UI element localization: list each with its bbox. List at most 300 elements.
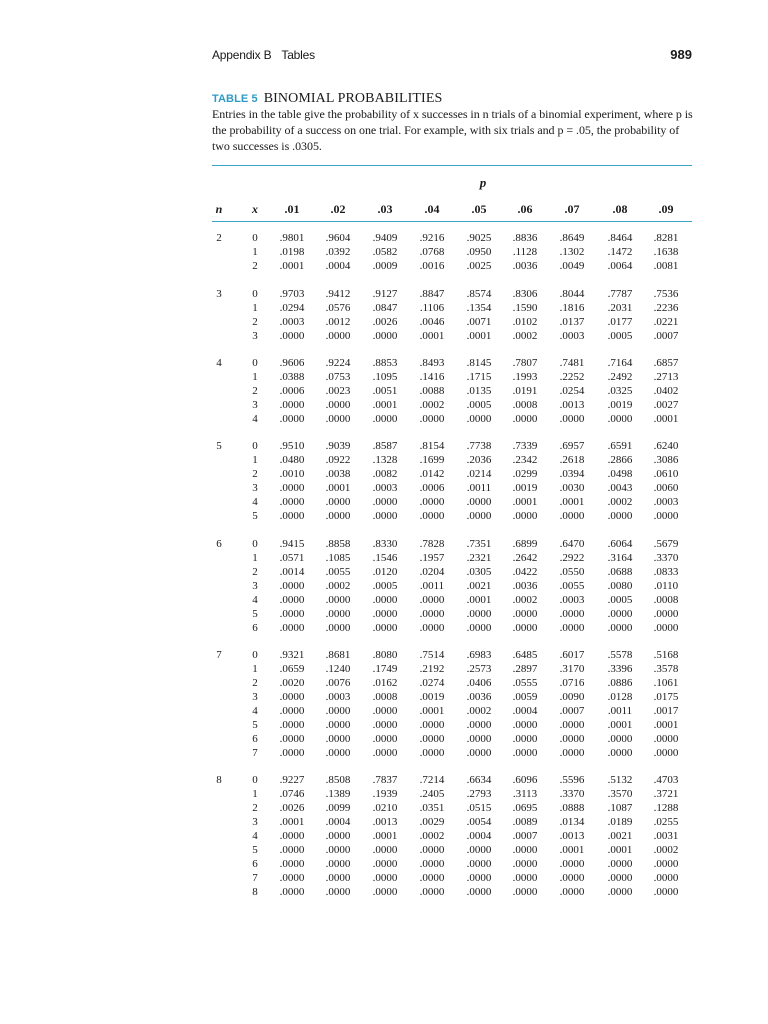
probability-cell: .8493	[419, 357, 445, 369]
probability-cell: .8306	[512, 288, 538, 300]
probability-cell: .0031	[653, 830, 679, 842]
probability-cell: .0002	[325, 580, 351, 592]
probability-cell: .0000	[279, 691, 305, 703]
probability-cell: .0659	[279, 663, 305, 675]
probability-cell: .8044	[559, 288, 585, 300]
probability-column	[365, 231, 405, 273]
x-value: 5	[252, 510, 258, 522]
probability-cell: .1128	[512, 246, 538, 258]
probability-cell: .0254	[559, 385, 585, 397]
probability-column	[318, 439, 358, 523]
probability-cell: .0000	[559, 733, 585, 745]
probability-cell: .0000	[559, 719, 585, 731]
probability-column	[646, 537, 686, 635]
x-value: 0	[252, 232, 258, 244]
probability-cell: .0000	[279, 830, 305, 842]
probability-cell: .0000	[512, 886, 538, 898]
probability-cell: .0000	[512, 858, 538, 870]
probability-cell: .0007	[653, 330, 679, 342]
probability-cell: .0000	[372, 594, 398, 606]
probability-cell: .0036	[466, 691, 492, 703]
probability-cell: .3113	[512, 788, 538, 800]
x-value: 5	[252, 844, 258, 856]
probability-cell: .0004	[325, 816, 351, 828]
probability-cell: .0768	[419, 246, 445, 258]
probability-column	[600, 773, 640, 899]
probability-cell: .0000	[325, 413, 351, 425]
probability-cell: .0030	[559, 482, 585, 494]
probability-cell: .0089	[512, 816, 538, 828]
probability-cell: .0001	[279, 260, 305, 272]
probability-cell: .1590	[512, 302, 538, 314]
p-column-header: .03	[377, 202, 393, 216]
probability-cell: .0011	[607, 705, 633, 717]
probability-cell: .0000	[653, 608, 679, 620]
probability-cell: .0000	[559, 622, 585, 634]
probability-cell: .0922	[325, 454, 351, 466]
probability-cell: .0021	[607, 830, 633, 842]
probability-cell: .6485	[512, 649, 538, 661]
probability-cell: .0019	[419, 691, 445, 703]
probability-cell: .0000	[372, 719, 398, 731]
probability-cell: .0006	[279, 385, 305, 397]
probability-cell: .0021	[466, 580, 492, 592]
probability-column	[272, 356, 312, 426]
probability-cell: .0000	[372, 413, 398, 425]
probability-cell: .8154	[419, 440, 445, 452]
x-value: 3	[252, 691, 258, 703]
probability-cell: .0000	[372, 510, 398, 522]
probability-cell: .0000	[559, 858, 585, 870]
probability-cell: .0000	[466, 858, 492, 870]
x-value: 1	[252, 371, 258, 383]
probability-cell: .0076	[325, 677, 351, 689]
probability-cell: .0001	[653, 719, 679, 731]
probability-cell: .0000	[279, 496, 305, 508]
probability-column	[318, 356, 358, 426]
probability-cell: .0000	[419, 496, 445, 508]
probability-column	[552, 356, 592, 426]
probability-cell: .8858	[325, 538, 351, 550]
probability-cell: .0059	[512, 691, 538, 703]
probability-column	[552, 773, 592, 899]
probability-cell: .0000	[279, 844, 305, 856]
probability-cell: .0000	[279, 733, 305, 745]
x-value: 2	[252, 468, 258, 480]
appendix-label: Appendix B	[212, 48, 272, 62]
probability-cell: .2866	[607, 454, 633, 466]
probability-cell: .2618	[559, 454, 585, 466]
probability-cell: .0274	[419, 677, 445, 689]
probability-cell: .0000	[512, 413, 538, 425]
p-column-header: .02	[330, 202, 346, 216]
probability-column	[318, 537, 358, 635]
probability-column	[318, 231, 358, 273]
probability-column	[505, 648, 545, 760]
x-value: 2	[252, 802, 258, 814]
x-values	[248, 773, 262, 899]
n-value: 3	[216, 288, 222, 300]
probability-cell: .6899	[512, 538, 538, 550]
probability-column	[365, 773, 405, 899]
probability-cell: .0000	[419, 872, 445, 884]
probability-cell: .0000	[653, 886, 679, 898]
probability-cell: .6957	[559, 440, 585, 452]
probability-cell: .2492	[607, 371, 633, 383]
probability-cell: .6096	[512, 774, 538, 786]
probability-cell: .0001	[559, 496, 585, 508]
probability-cell: .0013	[559, 399, 585, 411]
probability-cell: .0000	[419, 413, 445, 425]
probability-cell: .0204	[419, 566, 445, 578]
probability-cell: .0000	[279, 413, 305, 425]
probability-cell: .1546	[372, 552, 398, 564]
probability-cell: .0950	[466, 246, 492, 258]
table-heading	[212, 91, 442, 107]
probability-cell: .0137	[559, 316, 585, 328]
probability-cell: .0013	[372, 816, 398, 828]
probability-cell: .0000	[419, 594, 445, 606]
probability-cell: .0036	[512, 260, 538, 272]
probability-cell: .0000	[279, 482, 305, 494]
probability-cell: .0000	[372, 858, 398, 870]
probability-cell: .9703	[279, 288, 305, 300]
probability-cell: .0299	[512, 468, 538, 480]
probability-cell: .0005	[607, 330, 633, 342]
probability-cell: .0135	[466, 385, 492, 397]
probability-column	[365, 287, 405, 343]
probability-cell: .9409	[372, 232, 398, 244]
probability-cell: .7351	[466, 538, 492, 550]
x-value: 1	[252, 246, 258, 258]
probability-cell: .1085	[325, 552, 351, 564]
n-value: 2	[216, 232, 222, 244]
x-value: 0	[252, 288, 258, 300]
probability-cell: .3570	[607, 788, 633, 800]
probability-column	[459, 439, 499, 523]
probability-cell: .0000	[279, 872, 305, 884]
probability-cell: .8281	[653, 232, 679, 244]
probability-cell: .0571	[279, 552, 305, 564]
probability-cell: .0886	[607, 677, 633, 689]
probability-column	[272, 537, 312, 635]
probability-cell: .0610	[653, 468, 679, 480]
probability-cell: .0000	[279, 399, 305, 411]
probability-cell: .0000	[607, 608, 633, 620]
probability-cell: .1749	[372, 663, 398, 675]
probability-cell: .0000	[653, 858, 679, 870]
probability-cell: .2642	[512, 552, 538, 564]
probability-cell: .3086	[653, 454, 679, 466]
x-value: 7	[252, 747, 258, 759]
probability-column	[552, 648, 592, 760]
probability-cell: .0221	[653, 316, 679, 328]
probability-cell: .0688	[607, 566, 633, 578]
probability-cell: .0081	[653, 260, 679, 272]
probability-cell: .7787	[607, 288, 633, 300]
probability-cell: .8464	[607, 232, 633, 244]
x-value: 3	[252, 482, 258, 494]
probability-cell: .0189	[607, 816, 633, 828]
probability-cell: .0001	[279, 816, 305, 828]
probability-cell: .1095	[372, 371, 398, 383]
probability-cell: .8587	[372, 440, 398, 452]
probability-column	[505, 773, 545, 899]
probability-column	[459, 537, 499, 635]
probability-cell: .0002	[512, 330, 538, 342]
probability-cell: .6857	[653, 357, 679, 369]
x-value: 3	[252, 399, 258, 411]
probability-cell: .0000	[653, 622, 679, 634]
probability-cell: .0002	[653, 844, 679, 856]
x-values	[248, 537, 262, 635]
table-title: BINOMIAL PROBABILITIES	[263, 91, 443, 106]
probability-cell: .0099	[325, 802, 351, 814]
probability-cell: .8681	[325, 649, 351, 661]
x-value: 2	[252, 677, 258, 689]
probability-cell: .0847	[372, 302, 398, 314]
probability-cell: .0000	[419, 622, 445, 634]
probability-cell: .0005	[607, 594, 633, 606]
probability-cell: .0351	[419, 802, 445, 814]
p-column-header: .08	[612, 202, 628, 216]
x-value: 4	[252, 705, 258, 717]
probability-cell: .0001	[653, 413, 679, 425]
probability-cell: .0051	[372, 385, 398, 397]
probability-column	[505, 231, 545, 273]
probability-cell: .6064	[607, 538, 633, 550]
probability-cell: .0001	[559, 844, 585, 856]
probability-cell: .0000	[279, 705, 305, 717]
probability-cell: .0000	[279, 622, 305, 634]
probability-cell: .0088	[419, 385, 445, 397]
probability-cell: .5168	[653, 649, 679, 661]
probability-cell: .2036	[466, 454, 492, 466]
probability-cell: .0000	[325, 886, 351, 898]
probability-cell: .2713	[653, 371, 679, 383]
probability-cell: .0000	[559, 886, 585, 898]
probability-cell: .0000	[607, 510, 633, 522]
probability-column	[272, 773, 312, 899]
probability-cell: .5679	[653, 538, 679, 550]
probability-cell: .3370	[653, 552, 679, 564]
probability-cell: .0000	[325, 608, 351, 620]
probability-cell: .8080	[372, 649, 398, 661]
probability-cell: .7164	[607, 357, 633, 369]
probability-cell: .0162	[372, 677, 398, 689]
probability-column	[505, 356, 545, 426]
probability-cell: .0001	[372, 399, 398, 411]
probability-column	[600, 356, 640, 426]
probability-cell: .0000	[279, 510, 305, 522]
probability-cell: .0000	[512, 510, 538, 522]
probability-cell: .0753	[325, 371, 351, 383]
probability-cell: .9604	[325, 232, 351, 244]
x-value: 1	[252, 663, 258, 675]
probability-cell: .3578	[653, 663, 679, 675]
top-rule	[212, 165, 692, 166]
probability-cell: .0695	[512, 802, 538, 814]
p-column-header: .09	[658, 202, 674, 216]
probability-cell: .0014	[279, 566, 305, 578]
probability-cell: .0294	[279, 302, 305, 314]
probability-cell: .0025	[466, 260, 492, 272]
probability-cell: .0002	[512, 594, 538, 606]
probability-cell: .0064	[607, 260, 633, 272]
probability-column	[365, 439, 405, 523]
probability-column	[412, 231, 452, 273]
probability-cell: .7738	[466, 440, 492, 452]
probability-cell: .0480	[279, 454, 305, 466]
probability-cell: .0000	[372, 886, 398, 898]
probability-column	[459, 648, 499, 760]
probability-cell: .0001	[512, 496, 538, 508]
probability-cell: .4703	[653, 774, 679, 786]
p-column-header: .05	[471, 202, 487, 216]
probability-cell: .0036	[512, 580, 538, 592]
n-value: 5	[216, 440, 222, 452]
x-value: 2	[252, 566, 258, 578]
x-value: 5	[252, 608, 258, 620]
probability-cell: .0000	[419, 747, 445, 759]
probability-cell: .0000	[372, 608, 398, 620]
probability-cell: .2192	[419, 663, 445, 675]
n-value: 7	[216, 649, 222, 661]
probability-cell: .1087	[607, 802, 633, 814]
probability-cell: .1288	[653, 802, 679, 814]
probability-column	[505, 287, 545, 343]
probability-cell: .0325	[607, 385, 633, 397]
probability-cell: .0000	[325, 496, 351, 508]
probability-column	[552, 537, 592, 635]
probability-cell: .0017	[653, 705, 679, 717]
x-value: 1	[252, 552, 258, 564]
probability-cell: .0000	[419, 733, 445, 745]
probability-cell: .0000	[325, 510, 351, 522]
probability-cell: .2252	[559, 371, 585, 383]
probability-cell: .0000	[325, 622, 351, 634]
probability-cell: .0000	[372, 872, 398, 884]
probability-cell: .8649	[559, 232, 585, 244]
probability-cell: .0255	[653, 816, 679, 828]
probability-cell: .7481	[559, 357, 585, 369]
probability-cell: .0000	[512, 733, 538, 745]
probability-cell: .1939	[372, 788, 398, 800]
probability-cell: .0716	[559, 677, 585, 689]
probability-cell: .1816	[559, 302, 585, 314]
x-value: 0	[252, 357, 258, 369]
probability-cell: .2922	[559, 552, 585, 564]
probability-cell: .9412	[325, 288, 351, 300]
probability-cell: .0008	[653, 594, 679, 606]
probability-cell: .8574	[466, 288, 492, 300]
probability-cell: .2321	[466, 552, 492, 564]
probability-column	[646, 773, 686, 899]
probability-cell: .5596	[559, 774, 585, 786]
probability-cell: .3170	[559, 663, 585, 675]
probability-cell: .0001	[607, 844, 633, 856]
probability-cell: .8330	[372, 538, 398, 550]
probability-cell: .0046	[419, 316, 445, 328]
probability-cell: .0000	[372, 747, 398, 759]
probability-cell: .1957	[419, 552, 445, 564]
probability-cell: .1106	[419, 302, 445, 314]
probability-column	[646, 648, 686, 760]
probability-cell: .3396	[607, 663, 633, 675]
probability-cell: .9321	[279, 649, 305, 661]
probability-cell: .0000	[559, 413, 585, 425]
probability-cell: .0515	[466, 802, 492, 814]
probability-cell: .8847	[419, 288, 445, 300]
probability-cell: .0746	[279, 788, 305, 800]
probability-cell: .0000	[419, 510, 445, 522]
x-value: 0	[252, 774, 258, 786]
probability-cell: .0582	[372, 246, 398, 258]
probability-cell: .0002	[466, 705, 492, 717]
probability-cell: .0003	[279, 316, 305, 328]
x-value: 5	[252, 719, 258, 731]
probability-cell: .0049	[559, 260, 585, 272]
probability-cell: .6983	[466, 649, 492, 661]
probability-cell: .0000	[372, 496, 398, 508]
probability-cell: .0000	[325, 844, 351, 856]
probability-cell: .0175	[653, 691, 679, 703]
probability-cell: .0000	[325, 830, 351, 842]
probability-cell: .0038	[325, 468, 351, 480]
x-value: 4	[252, 594, 258, 606]
probability-cell: .0004	[466, 830, 492, 842]
probability-cell: .0000	[279, 580, 305, 592]
p-column-header: .07	[564, 202, 580, 216]
probability-cell: .0080	[607, 580, 633, 592]
probability-cell: .8145	[466, 357, 492, 369]
probability-cell: .0000	[325, 747, 351, 759]
x-value: 4	[252, 496, 258, 508]
n-column-header: n	[215, 202, 223, 216]
probability-cell: .1302	[559, 246, 585, 258]
probability-cell: .1328	[372, 454, 398, 466]
probability-cell: .0001	[372, 830, 398, 842]
probability-cell: .0142	[419, 468, 445, 480]
probability-column	[646, 231, 686, 273]
probability-cell: .0000	[653, 872, 679, 884]
probability-cell: .8853	[372, 357, 398, 369]
probability-cell: .0019	[607, 399, 633, 411]
probability-column	[412, 356, 452, 426]
probability-cell: .1354	[466, 302, 492, 314]
probability-column	[505, 537, 545, 635]
probability-cell: .0000	[466, 608, 492, 620]
probability-cell: .0019	[512, 482, 538, 494]
probability-cell: .3721	[653, 788, 679, 800]
probability-cell: .0402	[653, 385, 679, 397]
probability-cell: .2793	[466, 788, 492, 800]
probability-cell: .9510	[279, 440, 305, 452]
probability-cell: .0000	[653, 747, 679, 759]
probability-cell: .0000	[512, 608, 538, 620]
probability-cell: .0027	[653, 399, 679, 411]
probability-column	[600, 231, 640, 273]
probability-column	[600, 287, 640, 343]
probability-cell: .0012	[325, 316, 351, 328]
probability-cell: .0011	[419, 580, 445, 592]
probability-cell: .0000	[466, 413, 492, 425]
probability-cell: .0000	[419, 858, 445, 870]
probability-cell: .0000	[279, 719, 305, 731]
probability-cell: .7339	[512, 440, 538, 452]
x-values	[248, 287, 262, 343]
probability-cell: .0003	[559, 594, 585, 606]
